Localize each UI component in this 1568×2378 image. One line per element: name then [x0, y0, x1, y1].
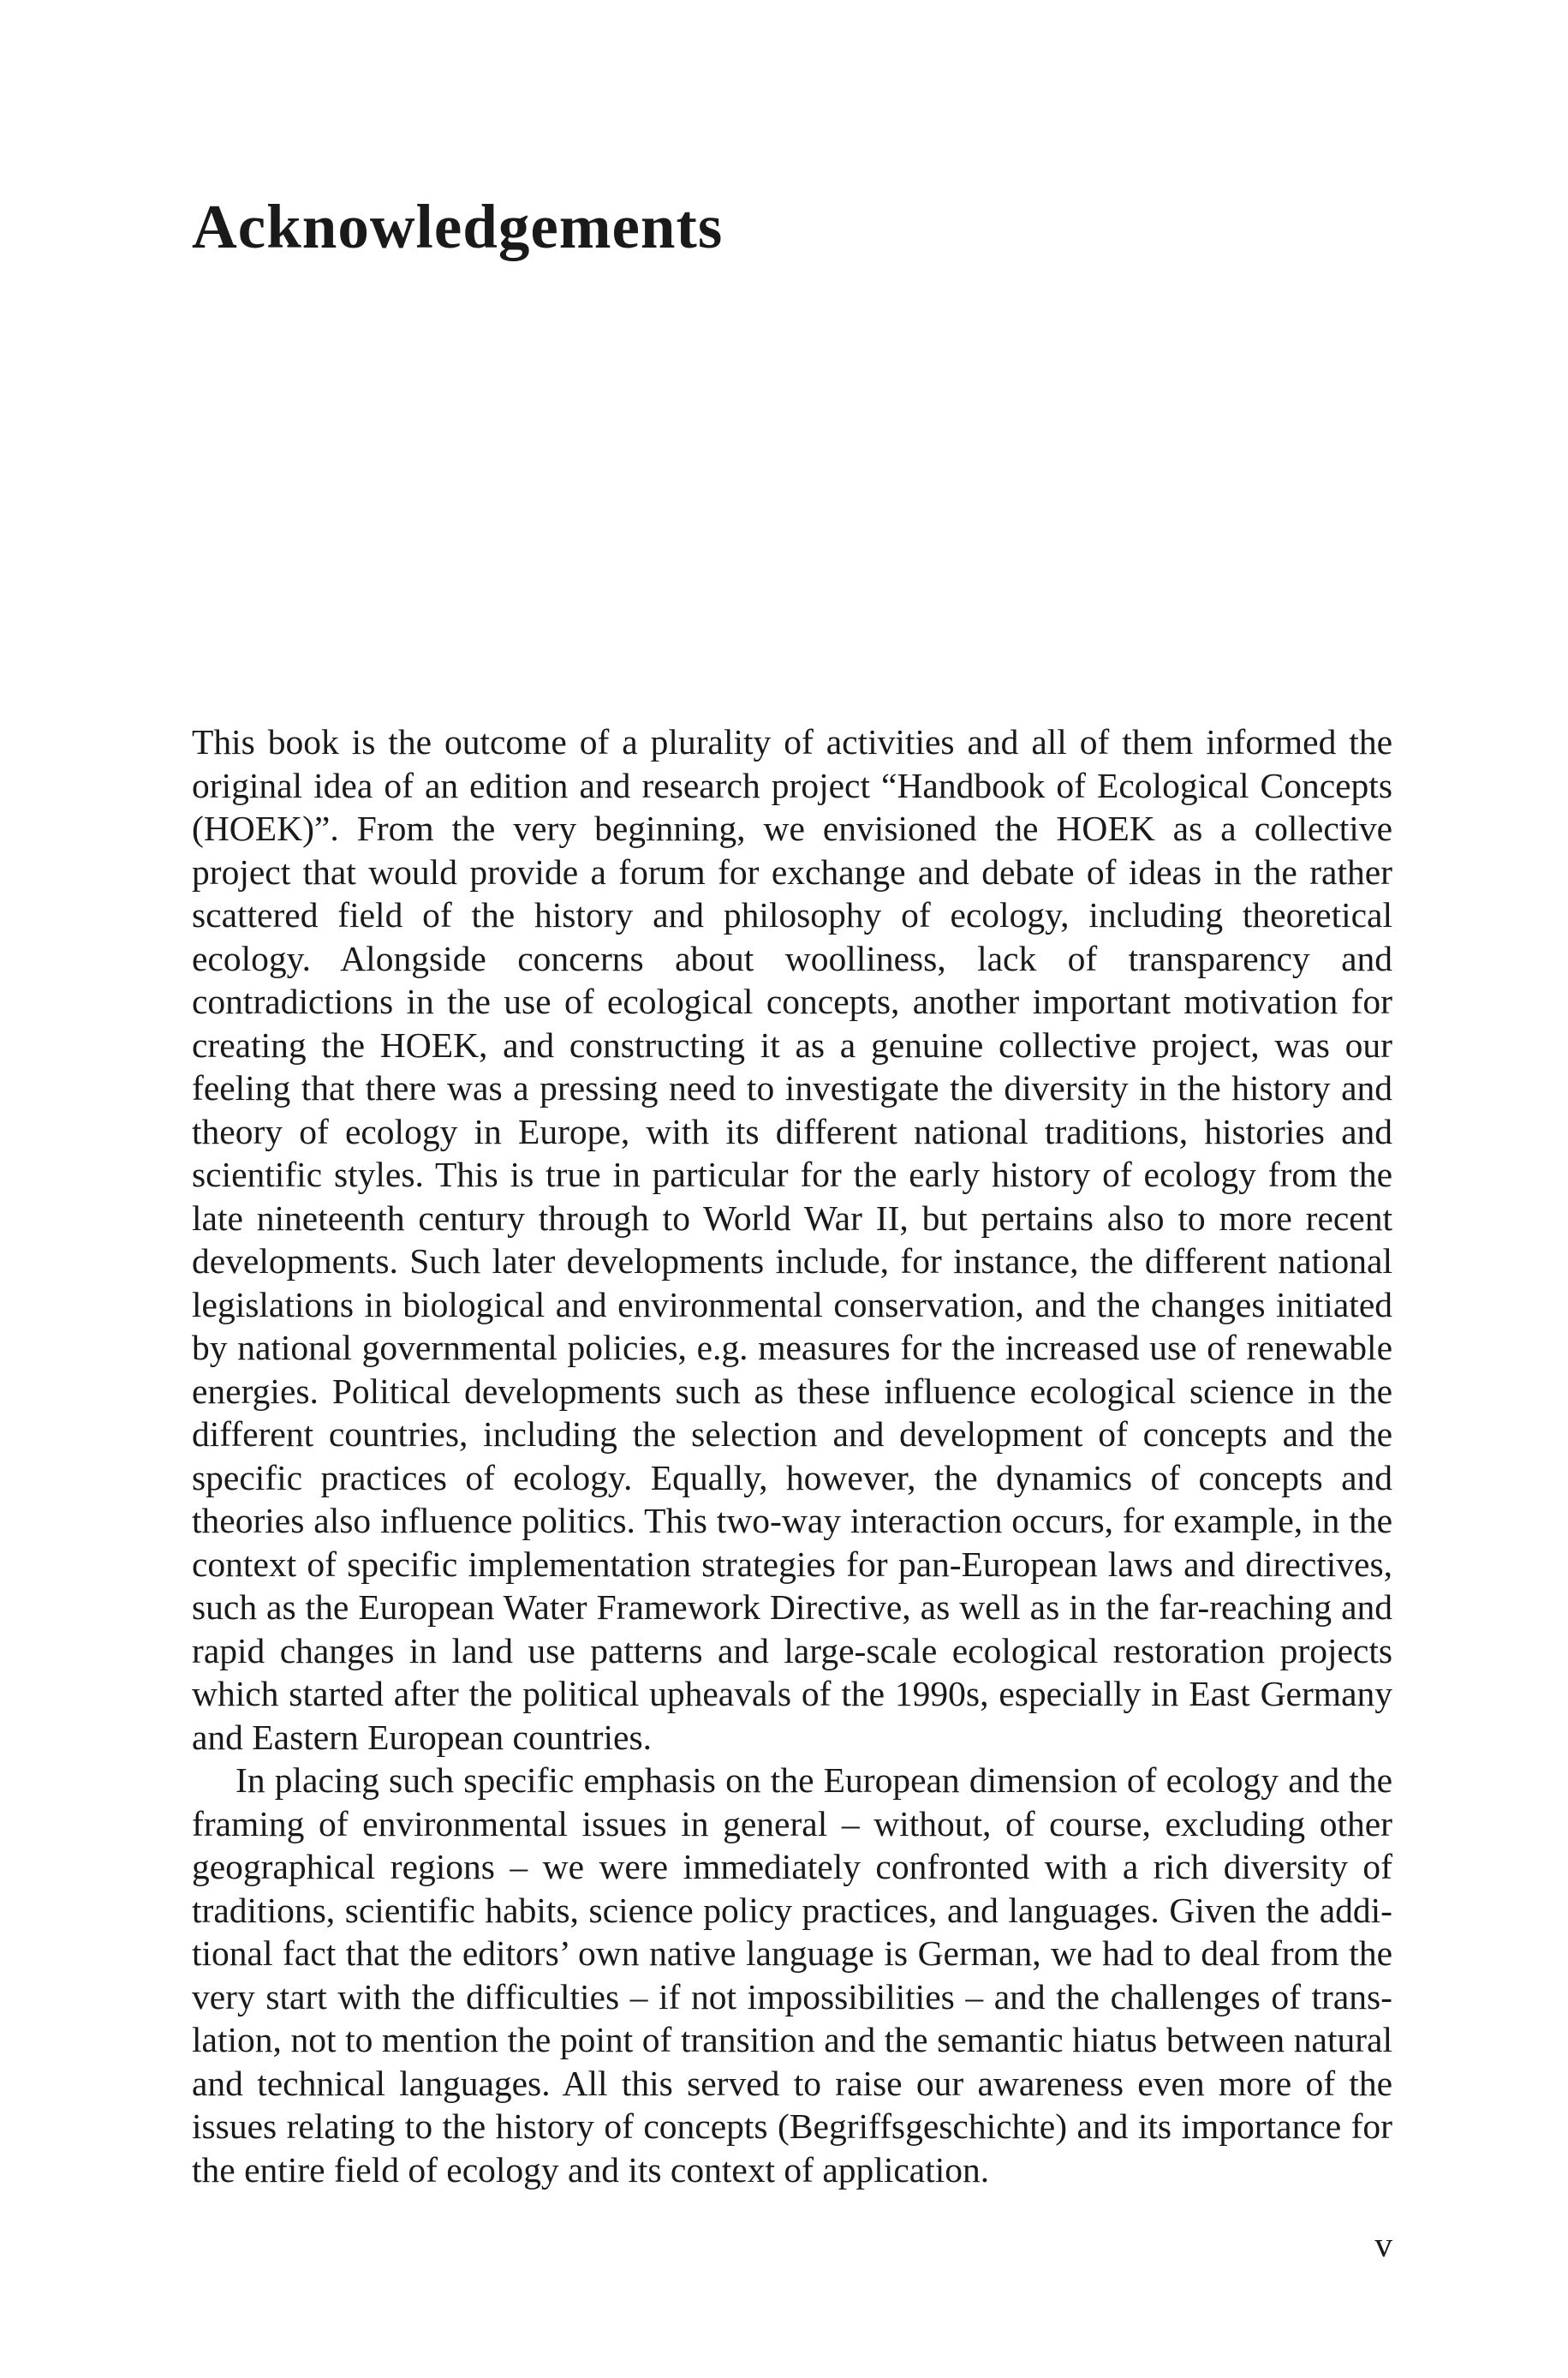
- paragraph-1: This book is the outcome of a plurality of activities and all of them informed the original idea of an edition and research project “Handbook of Ecological Concepts (HOEK)”. From the very beginning, we envisioned the HOEK as a collective project that would provide a forum for exchange and debate of ideas in the rather scattered field of the history and philosophy of ecology, including theoretical ecology. Alongside concerns about woolliness, lack of transparency and contradictions in the use of ecological concepts, another important motivation for creating the HOEK, and constructing it as a genuine collective project, was our feeling that there was a pressing need to investigate the diversity in the history and theory of ecology in Europe, with its different national traditions, histories and scientific styles. This is true in particular for the early history of ecology from the late nineteenth century through to World War II, but pertains also to more recent developments. Such later developments include, for instance, the different national legislations in biological and environmental conservation, and the changes initiated by national governmental policies, e.g. measures for the increased use of renewable energies. Political developments such as these influence ecological science in the different countries, including the selection and development of concepts and the specific practices of ecology. Equally, however, the dynamics of concepts and theories also influence politics. This two-way interaction occurs, for example, in the context of specific implementation strategies for pan-European laws and directives, such as the European Water Framework Directive, as well as in the far-reaching and rapid changes in land use patterns and large-scale ecological restoration projects which started after the political upheavals of the 1990s, especially in East Germany and Eastern European countries.: [192, 722, 1392, 1757]
- paragraph-2: In placing such specific emphasis on the European dimension of ecology and the framing of environmental issues in general – without, of course, excluding other geographical regions – we were immediately confronted with a rich diversity of traditions, scientific habits, science policy practices, and languages. Given the additional fact that the editors’ own native language is German, we had to deal from the very start with the difficulties – if not impossibilities – and the challenges of translation, not to mention the point of transition and the semantic hiatus between natural and technical languages. All this served to raise our awareness even more of the issues relating to the history of concepts (Begriffsgeschichte) and its importance for the entire field of ecology and its context of application.: [192, 1760, 1392, 2190]
- page-number: v: [1374, 2225, 1392, 2264]
- chapter-heading: Acknowledgements: [192, 192, 724, 261]
- acknowledgements-body: [192, 720, 1392, 2191]
